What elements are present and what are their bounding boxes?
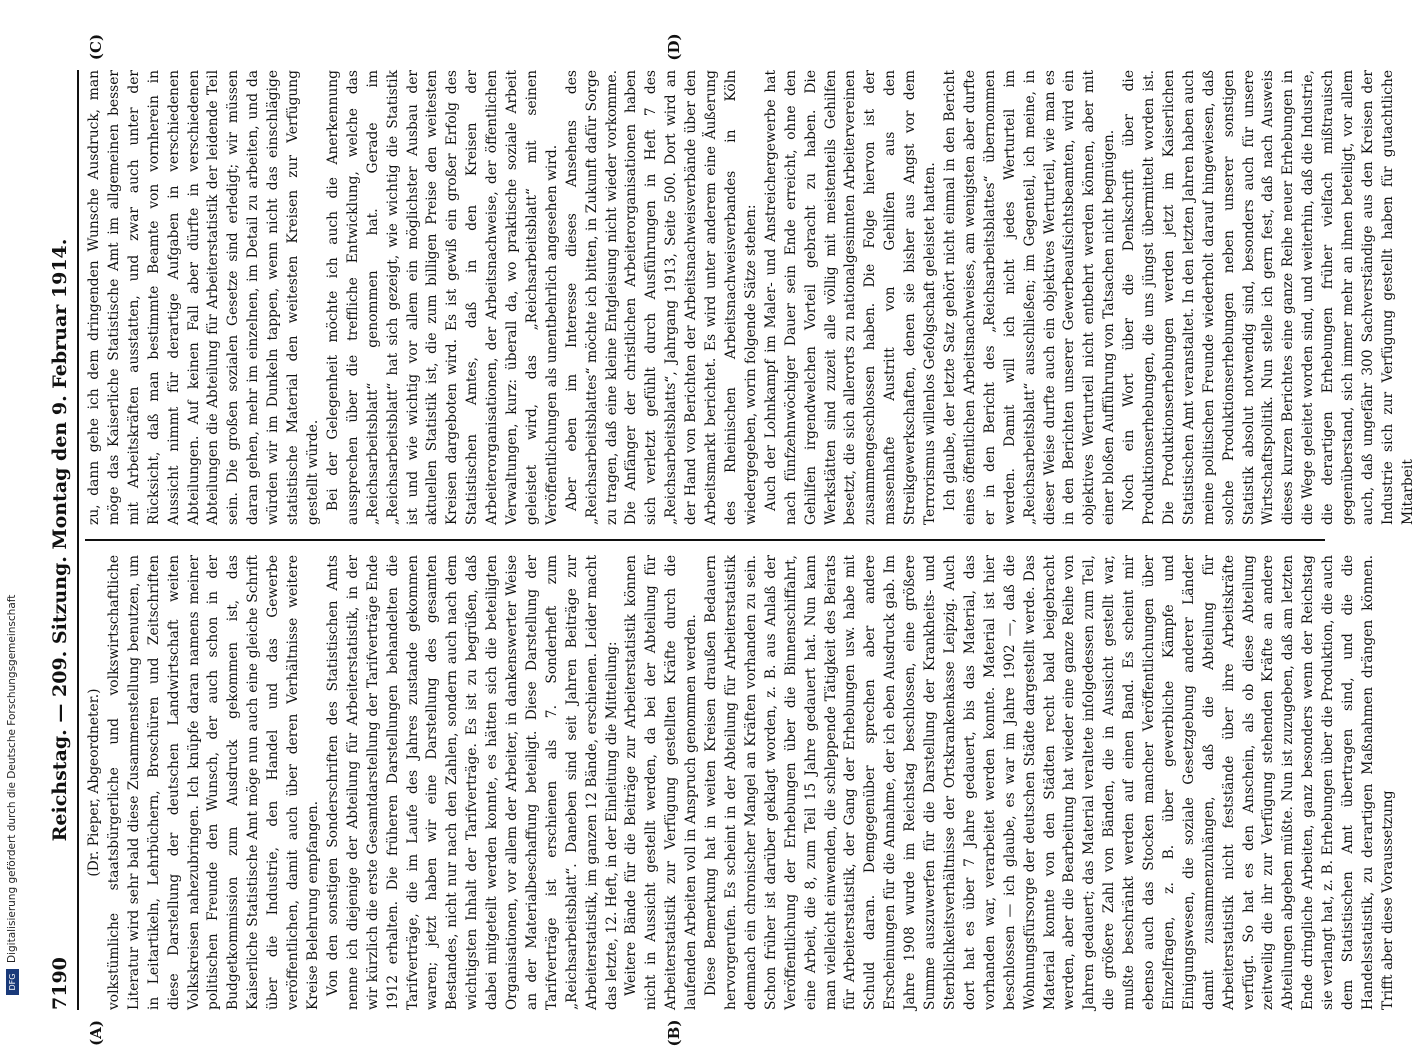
digitization-text: Digitalisierung gefördert durch die Deutsche Forschungsgemeinschaft xyxy=(6,594,18,963)
paragraph: Von den sonstigen Sonderschriften des Statistischen Amts nenne ich diejenige der Abteilung für Arbeiterstatistik, in der wir kürzlich die erste Gesamtdarstellung der Tarifverträge Ende 1912 erhalten. Die früheren Darstellungen behandelten die Tarifverträge, die im Laufe des Jahres zustande gekommen waren; jetzt haben wir eine Darstellung des gesamten Bestandes, nicht nur nach den Zahlen, sondern auch nach dem wichtigsten Inhalt der Tarifverträge. Es ist zu begrüßen, daß dabei mitgeteilt werden konnte, es hätten sich die beteiligten Organisationen, vor allem der Arbeiter, in dankenswerter Weise an der Materialbeschaffung beteiligt. Diese Darstellung der Tarifverträge ist erschienen als 7. Sonderheft zum „Reichsarbeitsblatt“. Daneben sind seit Jahren Beiträge zur Arbeiterstatistik, im ganzen 12 Bände, erschienen. Leider macht das letzte, 12. Heft, in der Einleitung die Mitteilung: xyxy=(324,555,620,1010)
header-rule xyxy=(77,70,79,1010)
page-title: Reichstag. — 209. Sitzung. Montag den 9. Februar 1914. xyxy=(49,238,71,842)
paragraph: Aber eben im Interesse dieses Ansehens des „Reichsarbeitsblattes“ möchte ich bitten, in Zukunft dafür Sorge zu tragen, daß eine kleine Entgleisung nicht wieder vorkomme. Die Anfänger der christlichen Arbeiterorganisationen haben sich verletzt gefühlt durch Ausführungen in Heft 7 des „Reichsarbeitsblatts“, Jahrgang 1913, Seite 500. Dort wird an der Hand von Berichten der Arbeitsnachweisverbände über den Arbeitsmarkt berichtet. Es wird unter anderem eine Äußerung des Rheinischen Arbeitsnachweisverbandes in Köln wiedergegeben, worin folgende Sätze stehen: xyxy=(563,70,759,525)
paragraph: volkstümliche staatsbürgerliche und volkswirtschaftliche Literatur wird sehr bald diese Zusammenstellung benutzen, um in Leitartikeln, Lehrbüchern, Broschüren und Zeitschriften diese Darstellung der deutschen Landwirtschaft weiten Volkskreisen nahezubringen. Ich knüpfe daran namens meiner politischen Freunde den Wunsch, der auch schon in der Budgetkommission zum Ausdruck gekommen ist, das Kaiserliche Statistische Amt möge nun auch eine gleiche Schrift über die Industrie, den Handel und das Gewerbe veröffentlichen, damit auch über deren Verhältnisse weitere Kreise Belehrung empfangen. xyxy=(105,555,321,1010)
page-header xyxy=(45,70,75,1010)
margin-marker-a: (A) xyxy=(87,1020,105,1046)
dfg-logo-icon: DFG xyxy=(6,969,19,995)
right-column xyxy=(85,70,1416,525)
paragraph: Diese Bemerkung hat in weiten Kreisen draußen Bedauern hervorgerufen. Es scheint in der Abteilung für Arbeiterstatistik demnach ein chronischer Mangel an Kräften vorhanden zu sein. Schon früher ist darüber geklagt worden, z. B. aus Anlaß der Veröffentlichung der Erhebungen über die Binnenschiffahrt, eine Arbeit, die 8, zum Teil 15 Jahre gedauert hat. Nun kann man vielleicht einwenden, die schleppende Tätigkeit des Beirats für Arbeiterstatistik, der Gang der Erhebungen usw. habe mit Schuld daran. Demgegenüber sprechen aber andere Erscheinungen für die Annahme, der ich eben Ausdruck gab. Im Jahre 1908 wurde im Reichstag beschlossen, eine größere Summe auszuwerfen für die Darstellung der Krankheits- und Sterblichkeitsverhältnisse der Ortskrankenkasse Leipzig. Auch dort hat es über 7 Jahre gedauert, bis das Material, das vorhanden war, verarbeitet werden konnte. Material ist hier beschlossen — ich glaube, es war im Jahre 1902 —, daß die Wohnungsfürsorge der deutschen Städte dargestellt werde. Das Material konnte von den Städten recht bald beigebracht werden, aber die Bearbeitung hat wieder eine ganze Reihe von Jahren gedauert; das Material veraltete infolgedessen zum Teil, die größere Zahl von Bänden, die in Aussicht gestellt war, mußte beschränkt werden auf einen Band. Es scheint mir ebenso auch das Stocken mancher Veröffentlichungen über Einzelfragen, z. B. über gewerbliche Kämpfe und Einigungswesen, die soziale Gesetzgebung anderer Länder damit zusammenzuhängen, daß die Abteilung für Arbeiterstatistik nicht feststände über ihre Arbeitskräfte verfügt. So hat es den Anschein, als ob diese Abteilung zeitweilig die ihr zur Verfügung stehenden Kräfte an andere Abteilungen abgeben müßte. Nun ist zuzugeben, daß am letzten Ende dringliche Arbeiten, ganz besonders wenn der Reichstag sie verlangt hat, z. B. Erhebungen über die Produktion, die auch dem Statistischen Amt übertragen sind, und die die Handelsstatistik, zu derartigen Maßnahmen drängen können. Trifft aber diese Voraussetzung xyxy=(703,555,1396,1010)
page-number: 7190 xyxy=(49,957,71,1010)
speaker-label: (Dr. Pieper, Abgeordneter.) xyxy=(86,688,102,877)
quote-paragraph: Weitere Bände für die Beiträge zur Arbeiterstatistik können nicht in Aussicht gestellt werden, da bei der Abteilung für Arbeiterstatistik zur Verfügung gestellten Kräfte durch die laufenden Arbeiten voll in Anspruch genommen werden. xyxy=(623,555,700,1010)
quote-paragraph: Auch der Lohnkampf im Maler- und Anstreichergewerbe hat nach fünfzehnwöchiger Dauer sein Ende erreicht, ohne den Gehilfen irgendwelchen Vorteil gebracht zu haben. Die Werkstätten sind zuzeit alle völlig mit meistenteils Gehilfen besetzt, die sich allerorts zu nationalgesinnten Arbeitervereinen zusammengeschlossen haben. Die Folge hiervon ist der massenhafte Austritt von Gehilfen aus den Streikgewerkschaften, denen sie bisher aus Angst vor dem Terrorismus willenlos Gefolgschaft geleistet hatten. xyxy=(762,70,939,525)
paragraph: zu, dann gehe ich dem dringenden Wunsche Ausdruck, man möge das Kaiserliche Statistische Amt im allgemeinen besser mit Arbeitskräften ausstatten, und zwar auch unter der Rücksicht, daß man bestimmte Beamte von vornherein in Aussicht nimmt für derartige Aufgaben in verschiedenen Abteilungen. Auf keinen Fall aber dürfte in verschiedenen Abteilungen die Abteilung für Arbeiterstatistik der leidende Teil sein. Die großen sozialen Gesetze sind erledigt; wir müssen daran gehen, mehr im einzelnen, im Detail zu arbeiten, und da würden wir im Dunkeln tappen, wenn nicht das einschlägige statistische Material den weitesten Kreisen zur Verfügung gestellt würde. xyxy=(86,70,321,525)
left-column xyxy=(85,555,1396,1010)
margin-marker-c: (C) xyxy=(87,33,105,61)
margin-marker-b: (B) xyxy=(665,1019,683,1047)
margin-marker-d: (D) xyxy=(665,33,683,61)
paragraph: Noch ein Wort über die Denkschrift über die Produktionserhebungen, die uns jüngst übermittelt worden ist. Die Produktionserhebungen werden jetzt im Kaiserlichen Statistischen Amt veranstaltet. In den letzten Jahren haben auch meine politischen Freunde wiederholt darauf hingewiesen, daß solche Produktionserhebungen neben unserer sonstigen Statistik absolut notwendig sind, besonders auch für unsere Wirtschaftspolitik. Nun stelle ich gern fest, daß nach Ausweis dieses kurzen Berichtes eine ganze Reihe neuer Erhebungen in die Wege geleitet worden sind, und weiterhin, daß die Industrie, die derartigen Erhebungen früher vielfach mißtrauisch gegenüberstand, sich immer mehr an ihnen beteiligt, vor allem auch, daß ungefähr 300 Sachverständige aus den Kreisen der Industrie sich zur Verfügung gestellt haben für gutachtliche Mitarbeit xyxy=(1121,70,1416,525)
paragraph: Ich glaube, der letzte Satz gehört nicht einmal in den Bericht eines öffentlichen Arbeitsnachweises, am wenigsten aber durfte er in den Bericht des „Reichsarbeitsblattes“ übernommen werden. Damit will ich nicht jedes Werturteil im „Reichsarbeitsblatt“ ausschließen; im Gegenteil, ich meine, in dieser Weise durfte auch ein objektives Werturteil, wie man es in den Berichten unserer Gewerbeaufsichtsbeamten, wird ein objektives Werturteil nicht entbehrt werden können, aber mit einer bloßen Aufführung von Tatsachen nicht begnügen. xyxy=(941,70,1118,525)
rotated-page xyxy=(45,33,1416,1047)
paragraph: Bei der Gelegenheit möchte ich auch die Anerkennung aussprechen über die treffliche Entwicklung, welche das „Reichsarbeitsblatt“ genommen hat. Gerade im „Reichsarbeitsblatt“ hat sich gezeigt, wie wichtig die Statistik ist und wie wichtig vor allem ein möglichster Ausbau der aktuellen Statistik ist, die zum billigen Preise den weitesten Kreisen dargeboten wird. Es ist gewiß ein großer Erfolg des Statistischen Amtes, daß in den Kreisen der Arbeiterorganisationen, der Arbeitsnachweise, der öffentlichen Verwaltungen, kurz: überall da, wo praktische soziale Arbeit geleistet wird, das „Reichsarbeitsblatt“ mit seinen Veröffentlichungen als unentbehrlich angesehen wird. xyxy=(324,70,560,525)
digitization-note xyxy=(2,0,22,995)
column-divider xyxy=(85,539,1325,541)
